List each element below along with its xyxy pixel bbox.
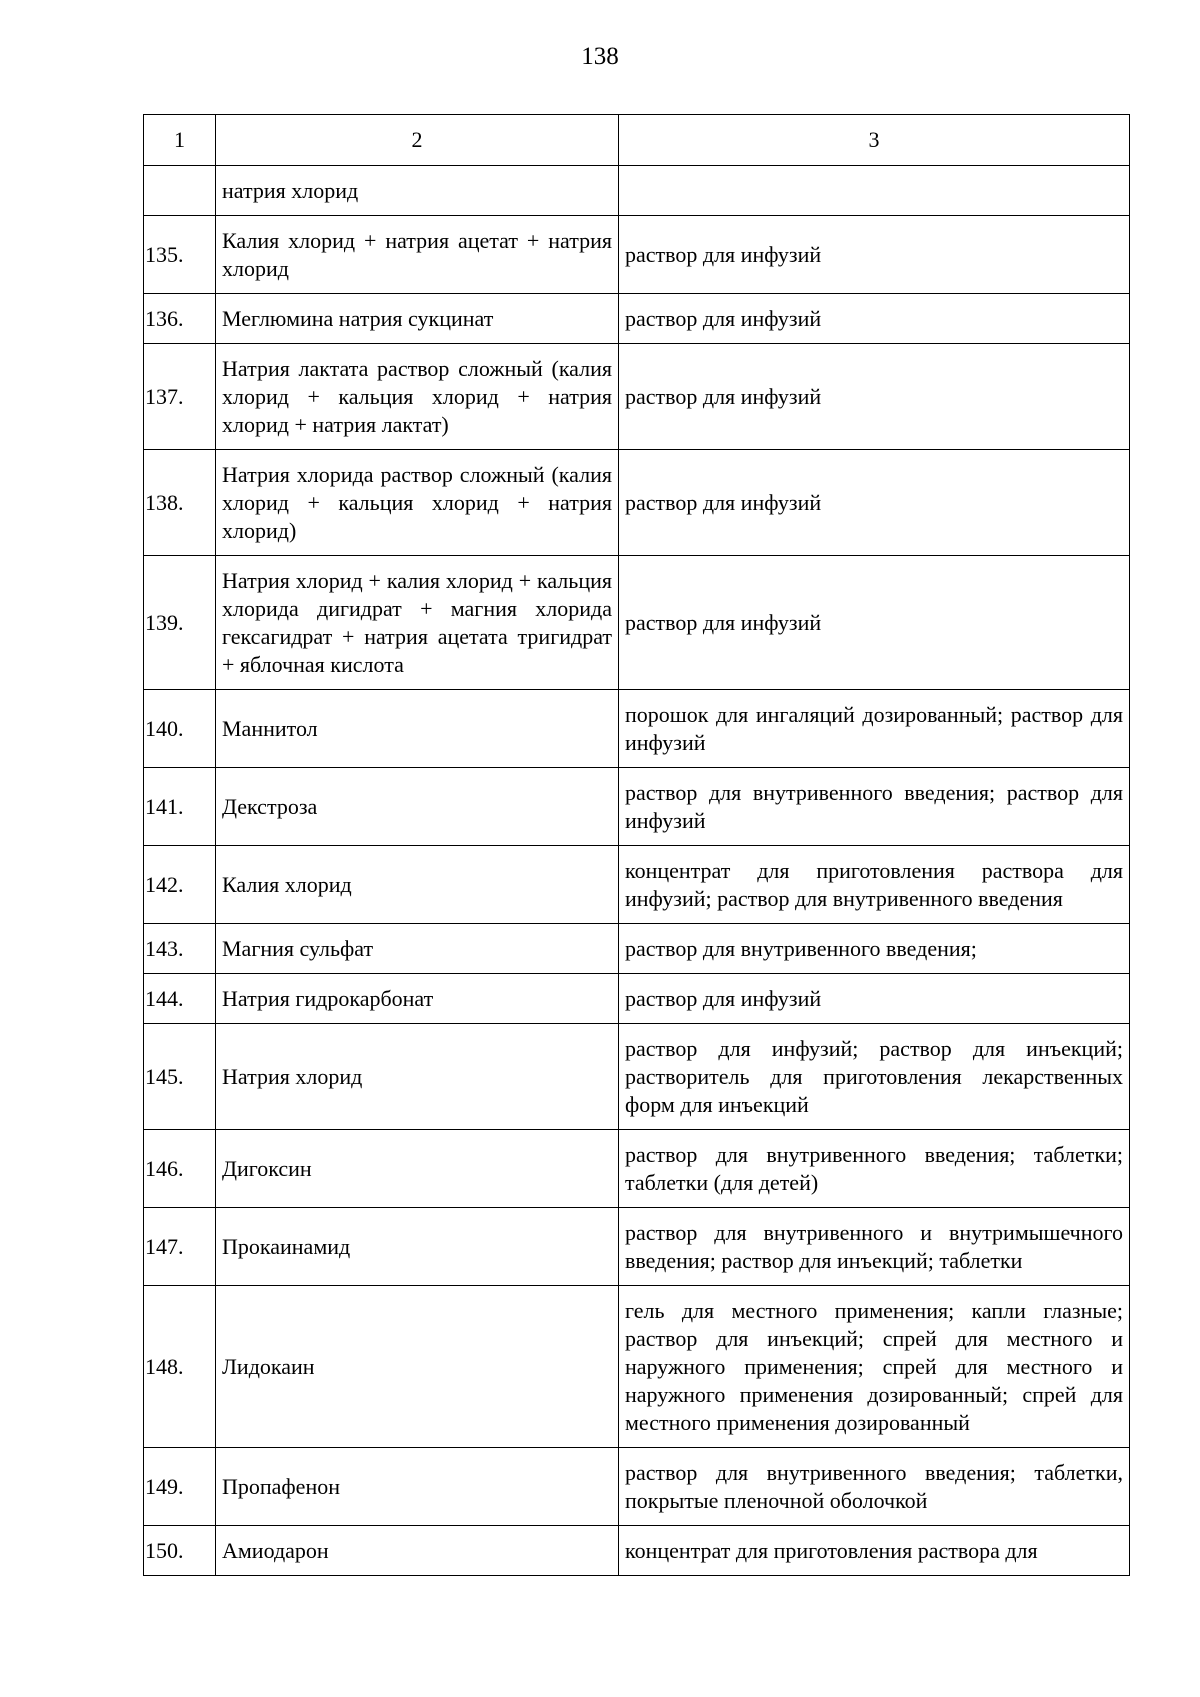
table-row — [144, 450, 1130, 556]
drug-name: Амиодарон — [216, 1526, 619, 1576]
dosage-form: раствор для инфузий — [619, 556, 1130, 690]
dosage-form: раствор для внутривенного введения; таблетки, покрытые пленочной оболочкой — [619, 1448, 1130, 1526]
drug-name: Калия хлорид + натрия ацетат + натрия хлорид — [216, 216, 619, 294]
column-header-form: 3 — [619, 115, 1130, 166]
dosage-form: раствор для внутривенного и внутримышечного введения; раствор для инъекций; таблетки — [619, 1208, 1130, 1286]
table-row — [144, 846, 1130, 924]
dosage-form: концентрат для приготовления раствора для инфузий; раствор для внутривенного введения — [619, 846, 1130, 924]
column-header-number: 1 — [144, 115, 216, 166]
drug-name: Натрия лактата раствор сложный (калия хлорид + кальция хлорид + натрия хлорид + натрия лактат) — [216, 344, 619, 450]
table-row — [144, 1526, 1130, 1576]
row-number: 143. — [144, 924, 216, 974]
table-row — [144, 294, 1130, 344]
dosage-form: порошок для ингаляций дозированный; раствор для инфузий — [619, 690, 1130, 768]
drug-name: Магния сульфат — [216, 924, 619, 974]
table-row — [144, 1024, 1130, 1130]
row-number: 149. — [144, 1448, 216, 1526]
table-row — [144, 1448, 1130, 1526]
drug-name: Натрия гидрокарбонат — [216, 974, 619, 1024]
row-number: 136. — [144, 294, 216, 344]
drug-name: Пропафенон — [216, 1448, 619, 1526]
table-row — [144, 924, 1130, 974]
drug-name: Натрия хлорид + калия хлорид + кальция хлорида дигидрат + магния хлорида гексагидрат + натрия ацетата тригидрат + яблочная кислота — [216, 556, 619, 690]
row-number: 146. — [144, 1130, 216, 1208]
row-number: 141. — [144, 768, 216, 846]
row-number: 145. — [144, 1024, 216, 1130]
table-row — [144, 1286, 1130, 1448]
dosage-form: раствор для инфузий — [619, 974, 1130, 1024]
drug-name: Лидокаин — [216, 1286, 619, 1448]
drug-name: Маннитол — [216, 690, 619, 768]
drug-name: Прокаинамид — [216, 1208, 619, 1286]
drug-name: Дигоксин — [216, 1130, 619, 1208]
row-number: 148. — [144, 1286, 216, 1448]
drug-name: Калия хлорид — [216, 846, 619, 924]
table-header-row — [144, 115, 1130, 166]
row-number: 137. — [144, 344, 216, 450]
drug-name: натрия хлорид — [216, 166, 619, 216]
row-number: 142. — [144, 846, 216, 924]
table-row — [144, 344, 1130, 450]
table-row — [144, 1130, 1130, 1208]
dosage-form: раствор для инфузий — [619, 450, 1130, 556]
drug-name: Натрия хлорида раствор сложный (калия хлорид + кальция хлорид + натрия хлорид) — [216, 450, 619, 556]
row-number: 140. — [144, 690, 216, 768]
row-number: 135. — [144, 216, 216, 294]
table-row — [144, 690, 1130, 768]
table-row — [144, 556, 1130, 690]
dosage-form: раствор для инфузий — [619, 344, 1130, 450]
medicine-table — [143, 114, 1130, 1576]
row-number: 147. — [144, 1208, 216, 1286]
table-row — [144, 166, 1130, 216]
dosage-form: раствор для внутривенного введения; раствор для инфузий — [619, 768, 1130, 846]
row-number: 139. — [144, 556, 216, 690]
drug-name: Меглюмина натрия сукцинат — [216, 294, 619, 344]
dosage-form: раствор для внутривенного введения; — [619, 924, 1130, 974]
row-number — [144, 166, 216, 216]
dosage-form: гель для местного применения; капли глазные; раствор для инъекций; спрей для местного и наружного применения; спрей для местного и наружного применения дозированный; спрей для местного применения дозированный — [619, 1286, 1130, 1448]
dosage-form: концентрат для приготовления раствора для — [619, 1526, 1130, 1576]
row-number: 138. — [144, 450, 216, 556]
dosage-form: раствор для внутривенного введения; таблетки; таблетки (для детей) — [619, 1130, 1130, 1208]
dosage-form — [619, 166, 1130, 216]
row-number: 144. — [144, 974, 216, 1024]
table-row — [144, 768, 1130, 846]
column-header-name: 2 — [216, 115, 619, 166]
table-row — [144, 216, 1130, 294]
row-number: 150. — [144, 1526, 216, 1576]
page-number: 138 — [581, 43, 619, 70]
drug-name: Декстроза — [216, 768, 619, 846]
drug-name: Натрия хлорид — [216, 1024, 619, 1130]
dosage-form: раствор для инфузий — [619, 294, 1130, 344]
table-row — [144, 1208, 1130, 1286]
dosage-form: раствор для инфузий; раствор для инъекций; растворитель для приготовления лекарственных форм для инъекций — [619, 1024, 1130, 1130]
dosage-form: раствор для инфузий — [619, 216, 1130, 294]
table-row — [144, 974, 1130, 1024]
